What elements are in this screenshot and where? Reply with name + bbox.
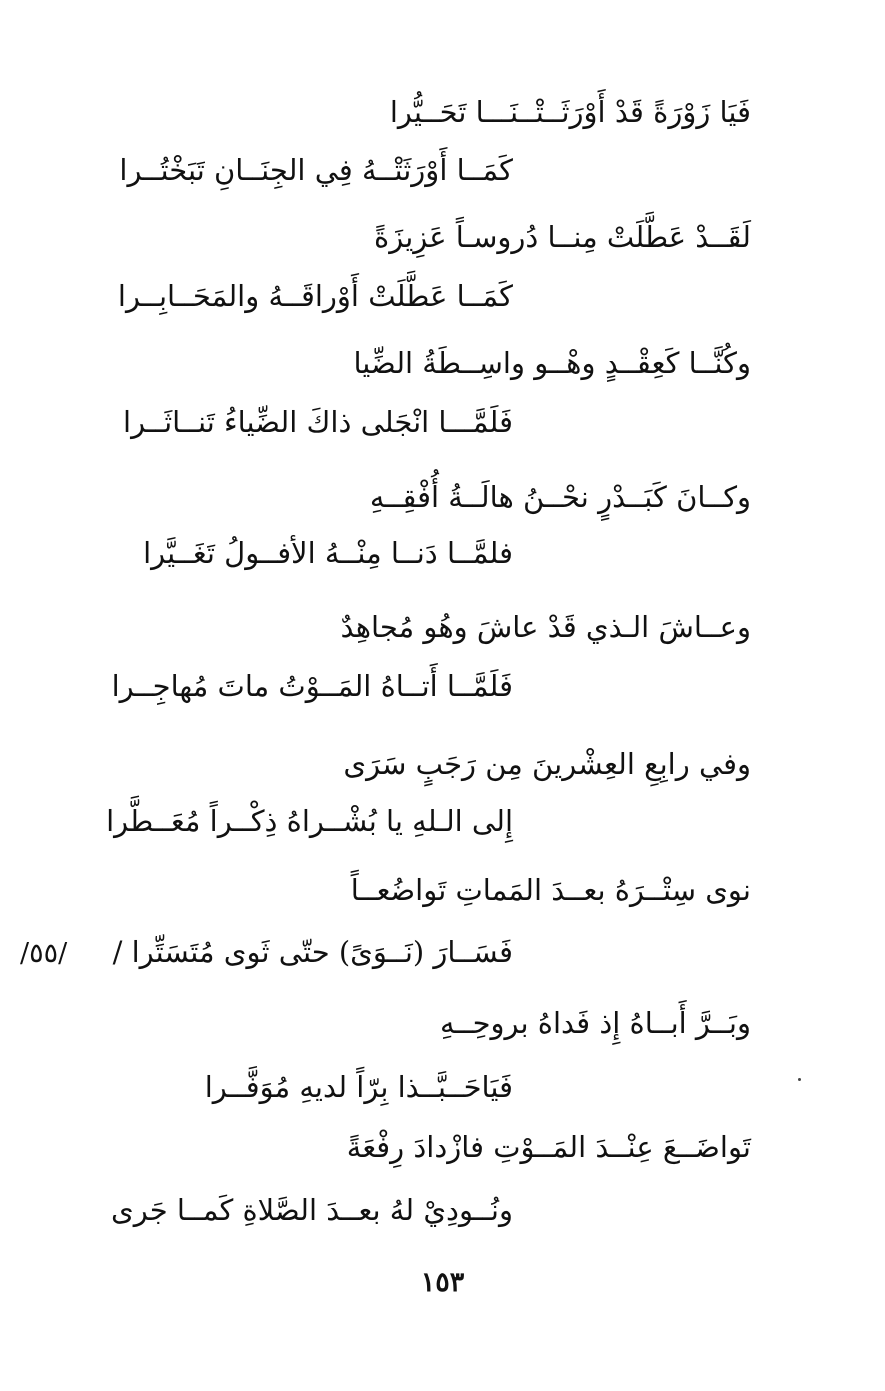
verse-line-7: وكــانَ كَبَــدْرٍ نحْــنُ هالَــةُ أُفْقِــهِ [369,480,751,514]
verse-line-3: لَقَــدْ عَطَّلَتْ مِنــا دُروسـاً عَزِيزَةً [374,220,751,254]
verse-line-13: نوى سِتْــرَهُ بعــدَ المَماتِ تَواضُعــاً [350,873,751,907]
verse-line-8: فلمَّــا دَنــا مِنْــهُ الأفــولُ تَغَــيَّرا [143,536,513,570]
verse-line-15: وبَــرَّ أَبــاهُ إِذ فَداهُ بروحِــهِ [440,1006,751,1040]
verse-line-18: ونُــودِيْ لهُ بعــدَ الصَّلاةِ كَمــا جَرى [111,1193,513,1227]
page-number: ١٥٣ [420,1267,465,1298]
margin-folio-marker: /٥٥/ [20,938,68,969]
verse-line-5: وكُنَّــا كَعِقْــدٍ وهْــو واسِــطَةُ الضِّيا [353,346,751,380]
verse-line-6: فَلَمَّـــا انْجَلى ذاكَ الضِّياءُ تَنــاثَــرا [123,405,513,439]
verse-line-9: وعــاشَ الـذي قَدْ عاشَ وهُو مُجاهِدٌ [340,610,751,644]
verse-line-11: وفي رابِعِ العِشْرينَ مِن رَجَبٍ سَرَى [343,747,751,781]
verse-line-14: فَسَــارَ (نَــوَىً) حتّى ثَوى مُتَسَتِّرا / [112,935,513,969]
verse-line-4: كَمَــا عَطَّلَتْ أَوْراقَــهُ والمَحَــابِــرا [117,279,513,313]
verse-line-2: كَمَــا أَوْرَثَتْــهُ فِي الجِنَــانِ تَبَخْتُــرا [119,153,513,187]
ink-speck [798,1078,801,1081]
verse-line-10: فَلَمَّــا أَتــاهُ المَــوْتُ ماتَ مُهاجِــرا [111,669,513,703]
verse-line-17: تَواضَــعَ عِنْــدَ المَــوْتِ فازْدادَ رِفْعَةً [346,1130,751,1164]
verse-line-1: فَيَا زَوْرَةً قَدْ أَوْرَثَــتْــنَـــا تَحَــيُّرا [389,95,751,129]
verse-line-12: إِلى الـلهِ يا بُشْــراهُ ذِكْــراً مُعَــطَّرا [106,804,513,838]
verse-line-16: فَيَاحَــبَّــذا بِرّاً لديهِ مُوَفَّــرا [204,1070,513,1104]
